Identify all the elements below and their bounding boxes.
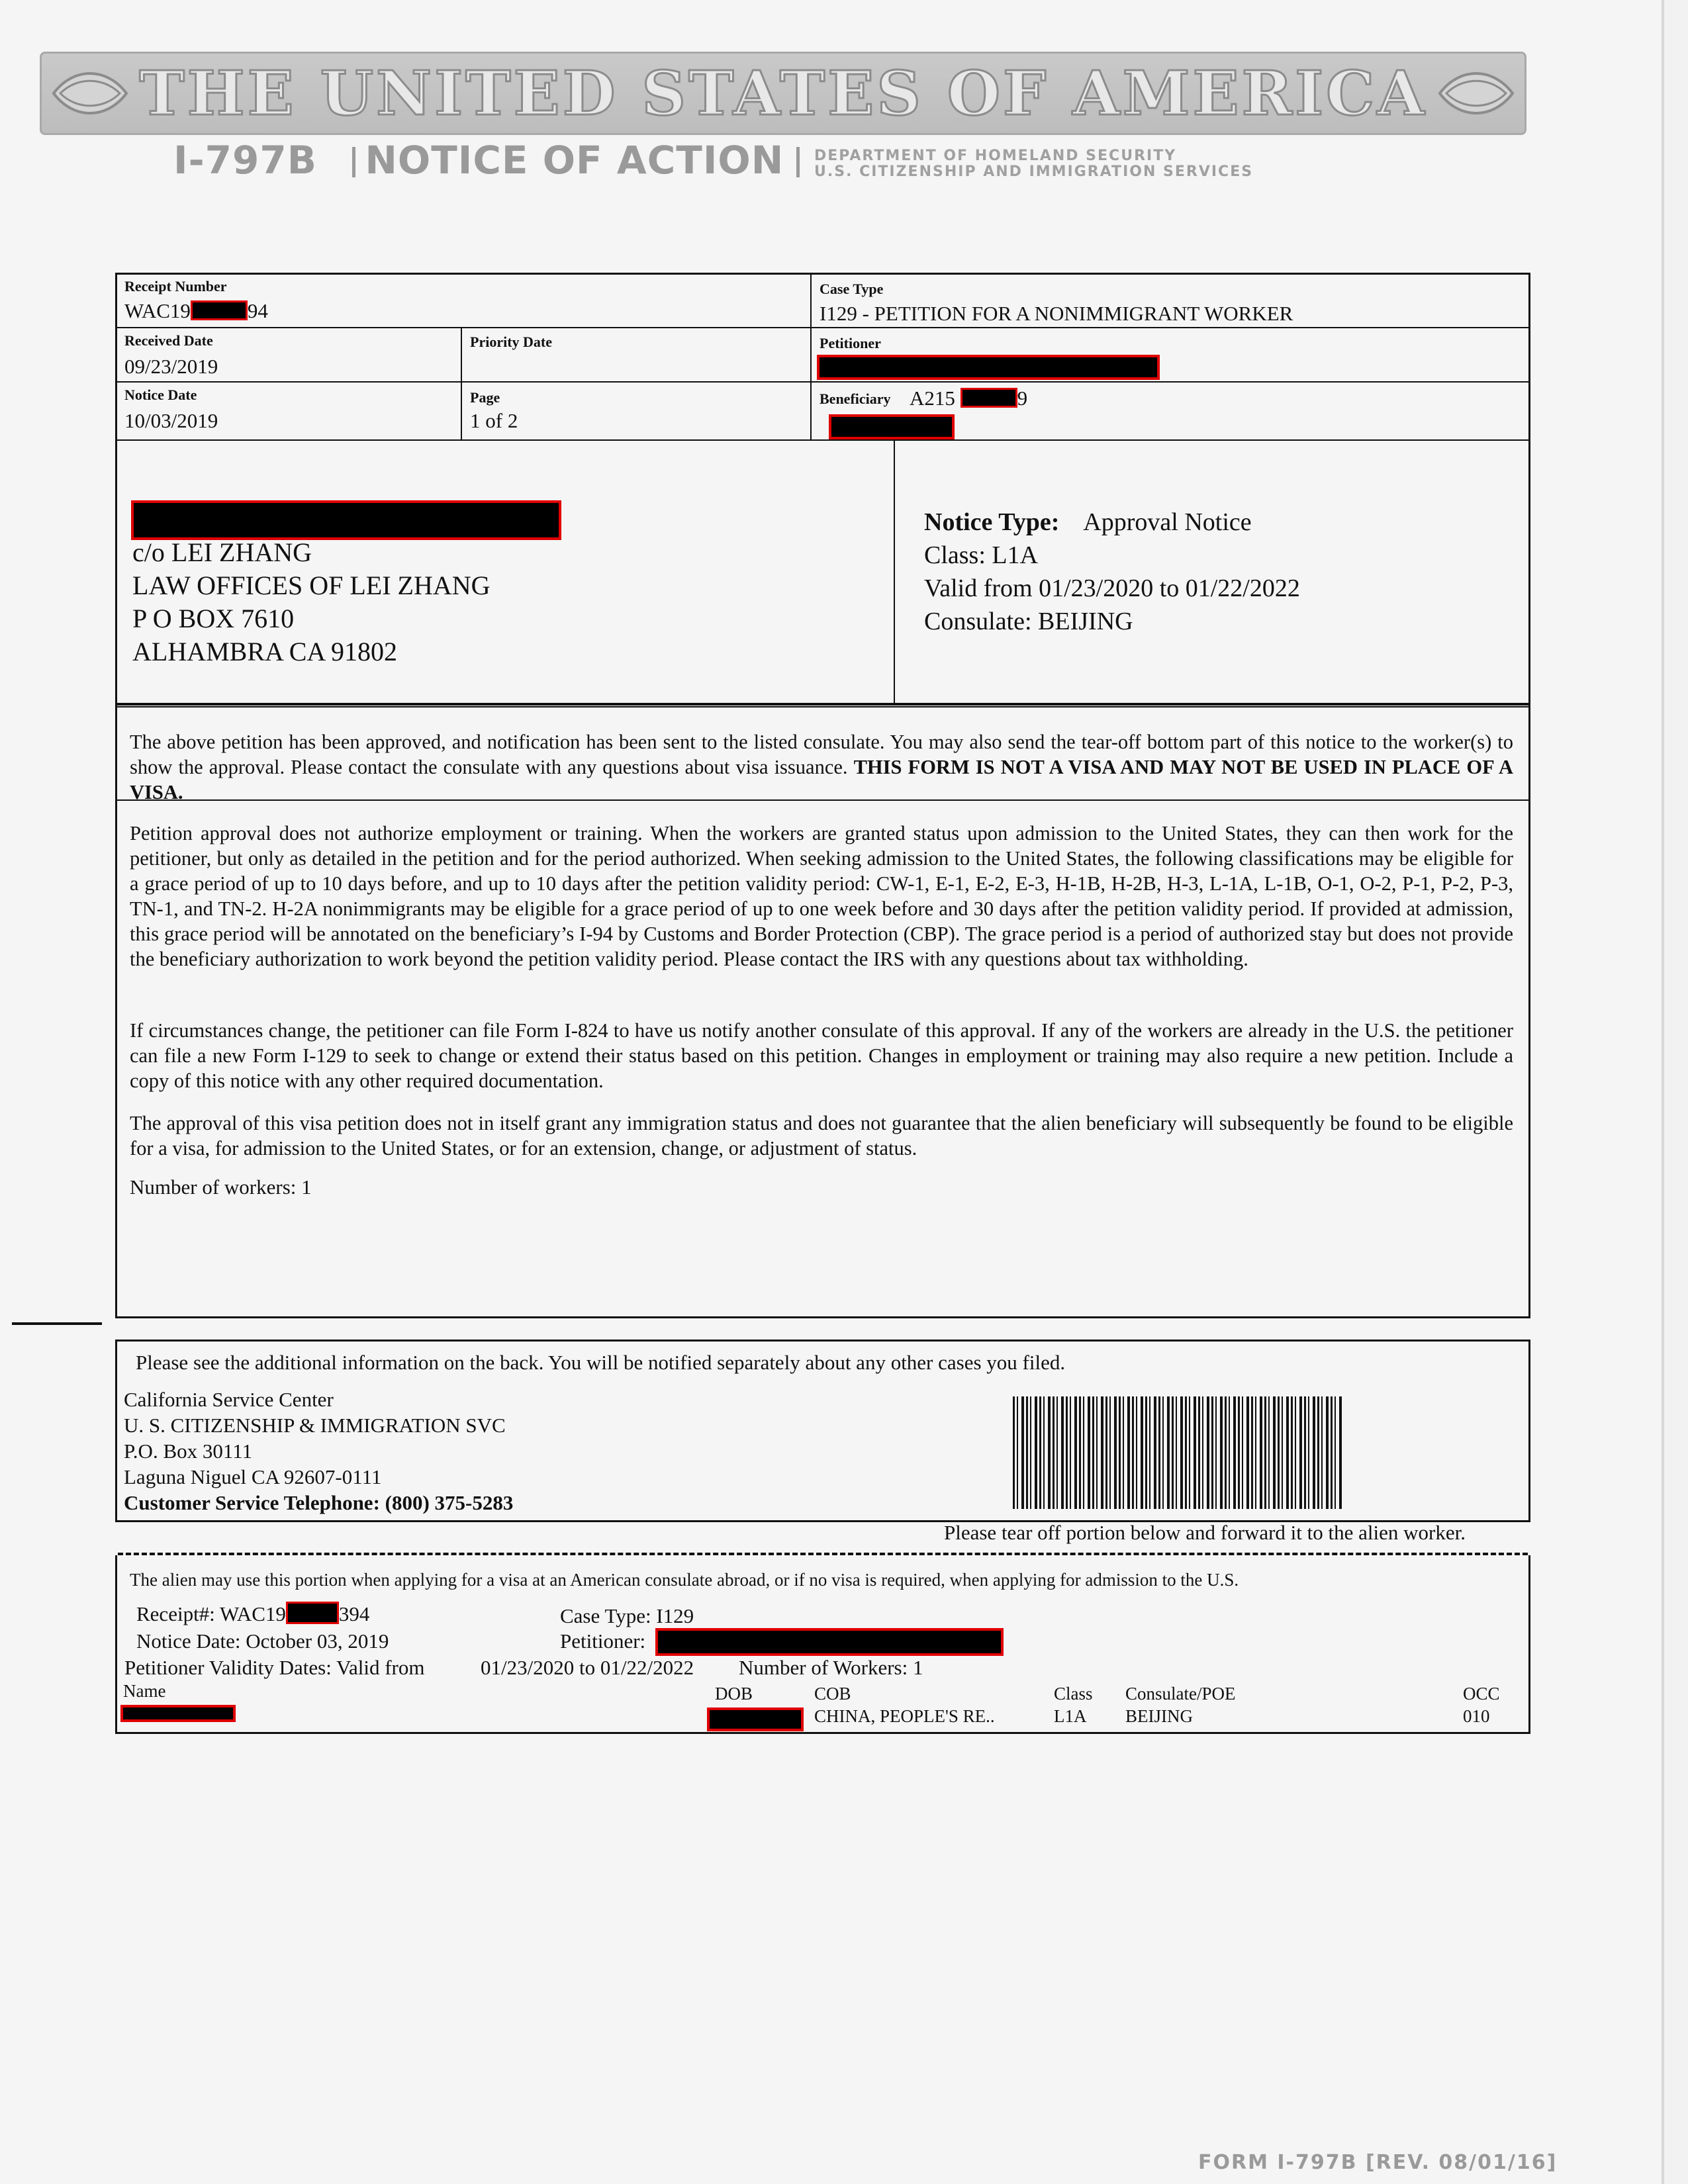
redaction	[191, 300, 248, 320]
notice-valid: Valid from 01/23/2020 to 01/22/2022	[924, 574, 1300, 602]
form-title: NOTICE OF ACTION	[365, 138, 784, 183]
page-value: 1 of 2	[470, 409, 518, 432]
service-line3: P.O. Box 30111	[124, 1439, 253, 1463]
left-ornament-icon	[47, 60, 133, 126]
receipt-suffix: 94	[247, 299, 268, 322]
petitioner-cell	[810, 327, 1530, 383]
heading-divider	[796, 147, 800, 177]
col-dob: DOB	[715, 1684, 753, 1704]
fold-mark	[12, 1322, 102, 1325]
stub-receipt	[136, 1602, 369, 1626]
notice-date-cell	[115, 381, 462, 441]
case-type-value: I129 - PETITION FOR A NONIMMIGRANT WORKER	[820, 302, 1293, 325]
redaction	[829, 414, 955, 439]
case-type-cell	[810, 273, 1530, 328]
stub-case-type: Case Type: I129	[560, 1604, 694, 1627]
receipt-cell	[115, 273, 812, 328]
occ-value: 010	[1463, 1706, 1490, 1726]
notice-class: Class: L1A	[924, 541, 1039, 569]
notice-consulate: Consulate: BEIJING	[924, 608, 1133, 635]
agency-block	[814, 148, 1253, 180]
address-box	[115, 439, 895, 704]
paragraph-1	[130, 729, 1513, 805]
col-occ: OCC	[1463, 1684, 1500, 1704]
received-date-cell	[115, 327, 462, 383]
number-of-workers: Number of workers: 1	[130, 1175, 312, 1199]
banner-title: THE UNITED STATES OF AMERICA	[139, 58, 1427, 129]
notice-date-value: 10/03/2019	[124, 409, 218, 432]
col-cob: COB	[814, 1684, 851, 1704]
service-address	[124, 1387, 513, 1516]
notice-type-block	[924, 506, 1300, 638]
stub-workers: Number of Workers: 1	[739, 1656, 923, 1679]
receipt-value	[124, 299, 268, 323]
heading-divider	[352, 147, 355, 177]
right-ornament-icon	[1433, 60, 1519, 126]
barcode	[1013, 1396, 1344, 1509]
stub-notice-date: Notice Date: October 03, 2019	[136, 1629, 389, 1653]
form-number: I-797B	[173, 138, 317, 183]
beneficiary-value	[910, 387, 1027, 410]
address-line3: P O BOX 7610	[132, 604, 295, 633]
form-heading	[173, 138, 784, 183]
paragraph-1-text: The above petition has been approved, and notification has been sent to the listed consulate. You may also send the tear-off bottom part of this notice to the worker(s) to show the approval. Please contact the consulate with any questions about visa issuance.	[130, 731, 1513, 778]
service-line1: California Service Center	[124, 1388, 334, 1411]
cob-value: CHINA, PEOPLE'S RE..	[814, 1706, 995, 1726]
redaction	[655, 1628, 1004, 1656]
page-label: Page	[470, 389, 500, 406]
agency-line1: DEPARTMENT OF HOMELAND SECURITY	[814, 148, 1177, 164]
form-revision: FORM I-797B [REV. 08/01/16]	[1198, 2151, 1558, 2174]
notice-date-label: Notice Date	[124, 387, 197, 403]
receipt-prefix: WAC19	[124, 299, 191, 322]
priority-date-cell	[461, 327, 812, 383]
priority-date-label: Priority Date	[470, 334, 552, 350]
consulate-value: BEIJING	[1125, 1706, 1193, 1726]
service-line4: Laguna Niguel CA 92607-0111	[124, 1465, 382, 1488]
beneficiary-prefix: A215	[910, 387, 955, 410]
tear-off-instruction: Please tear off portion below and forward it to the alien worker.	[944, 1521, 1466, 1544]
service-phone: Customer Service Telephone: (800) 375-5283	[124, 1491, 514, 1514]
beneficiary-cell	[810, 381, 1530, 441]
section-divider	[115, 704, 1530, 707]
stub-validity-value: 01/23/2020 to 01/22/2022	[481, 1656, 694, 1679]
stub-receipt-suffix: 394	[338, 1602, 370, 1625]
notice-type-line	[924, 506, 1300, 539]
address-line1: c/o LEI ZHANG	[132, 537, 312, 567]
stub-intro: The alien may use this portion when applying for a visa at an American consulate abroad, or if no visa is required, when applying for admission to the U.S.	[130, 1570, 1239, 1590]
petitioner-label: Petitioner	[820, 335, 881, 351]
col-name: Name	[123, 1681, 166, 1701]
notice-type-value: Approval Notice	[1083, 508, 1252, 536]
redaction	[961, 388, 1017, 408]
notice-type-box	[894, 439, 1530, 704]
address-line4: ALHAMBRA CA 91802	[132, 637, 398, 666]
notice-type-label: Notice Type:	[924, 508, 1060, 536]
received-date-label: Received Date	[124, 332, 213, 349]
redaction	[707, 1707, 804, 1731]
col-consulate: Consulate/POE	[1125, 1684, 1236, 1704]
redaction	[286, 1602, 339, 1624]
paragraph-3: If circumstances change, the petitioner can file Form I-824 to have us notify another consulate of this approval. If any of the workers are already in the U.S. the petitioner can file a new Form I-129 to seek to change or extend their status based on this petition. Changes in employment or training may also require a new petition. Include a copy of this notice with any other required documentation.	[130, 1019, 1513, 1092]
redaction	[817, 355, 1160, 380]
address-line2: LAW OFFICES OF LEI ZHANG	[132, 570, 491, 600]
service-line2: U. S. CITIZENSHIP & IMMIGRATION SVC	[124, 1414, 506, 1437]
receipt-label: Receipt Number	[124, 278, 227, 295]
redaction	[120, 1705, 236, 1722]
stub-petitioner-label: Petitioner:	[560, 1629, 646, 1653]
redaction	[131, 500, 561, 540]
paragraph-2: Petition approval does not authorize employment or training. When the workers are granted status upon admission to the United States, they can then work for the petitioner, but only as detailed in the petition and for the period authorized. When seeking admission to the United States, the following classifications may be eligible for a grace period of up to 10 days before, and up to 10 days after the petition validity period: CW-1, E-1, E-2, E-3, H-1B, H-2B, H-3, L-1A, L-1B, O-1, O-2, P-1, P-2, P-3, TN-1, and TN-2. H-2A nonimmigrants may be eligible for a grace period of up to one week before and 30 days after the petition validity period. If provided at admission, this grace period will be annotated on the beneficiary’s I-94 by Customs and Border Protection (CBP). The grace period is a period of authorized stay but does not provide the beneficiary authorization to work beyond the petition validity period. Please contact the IRS with any questions about tax withholding.	[130, 822, 1513, 970]
col-class: Class	[1054, 1684, 1093, 1704]
address-block	[132, 536, 491, 668]
class-value: L1A	[1054, 1706, 1087, 1726]
stub-receipt-prefix: Receipt#: WAC19	[136, 1602, 286, 1625]
stub-validity-label: Petitioner Validity Dates: Valid from	[124, 1656, 425, 1679]
paragraph-4: The approval of this visa petition does not in itself grant any immigration status and does not guarantee that the alien beneficiary will subsequently be found to be eligible for a visa, for admission to the United States, or for an extension, change, or adjustment of status.	[130, 1112, 1513, 1160]
banner	[40, 52, 1526, 135]
agency-line2: U.S. CITIZENSHIP AND IMMIGRATION SERVICES	[814, 163, 1254, 180]
section-divider	[115, 799, 1530, 801]
paragraph-1-warning: THIS FORM IS NOT A VISA AND MAY NOT BE USED IN PLACE OF A VISA.	[130, 756, 1513, 803]
beneficiary-suffix: 9	[1017, 387, 1028, 410]
received-date-value: 09/23/2019	[124, 355, 218, 378]
additional-info: Please see the additional information on the back. You will be notified separately about any other cases you filed.	[136, 1351, 1066, 1374]
case-type-label: Case Type	[820, 281, 884, 297]
beneficiary-label: Beneficiary	[820, 390, 891, 407]
page-cell	[461, 381, 812, 441]
